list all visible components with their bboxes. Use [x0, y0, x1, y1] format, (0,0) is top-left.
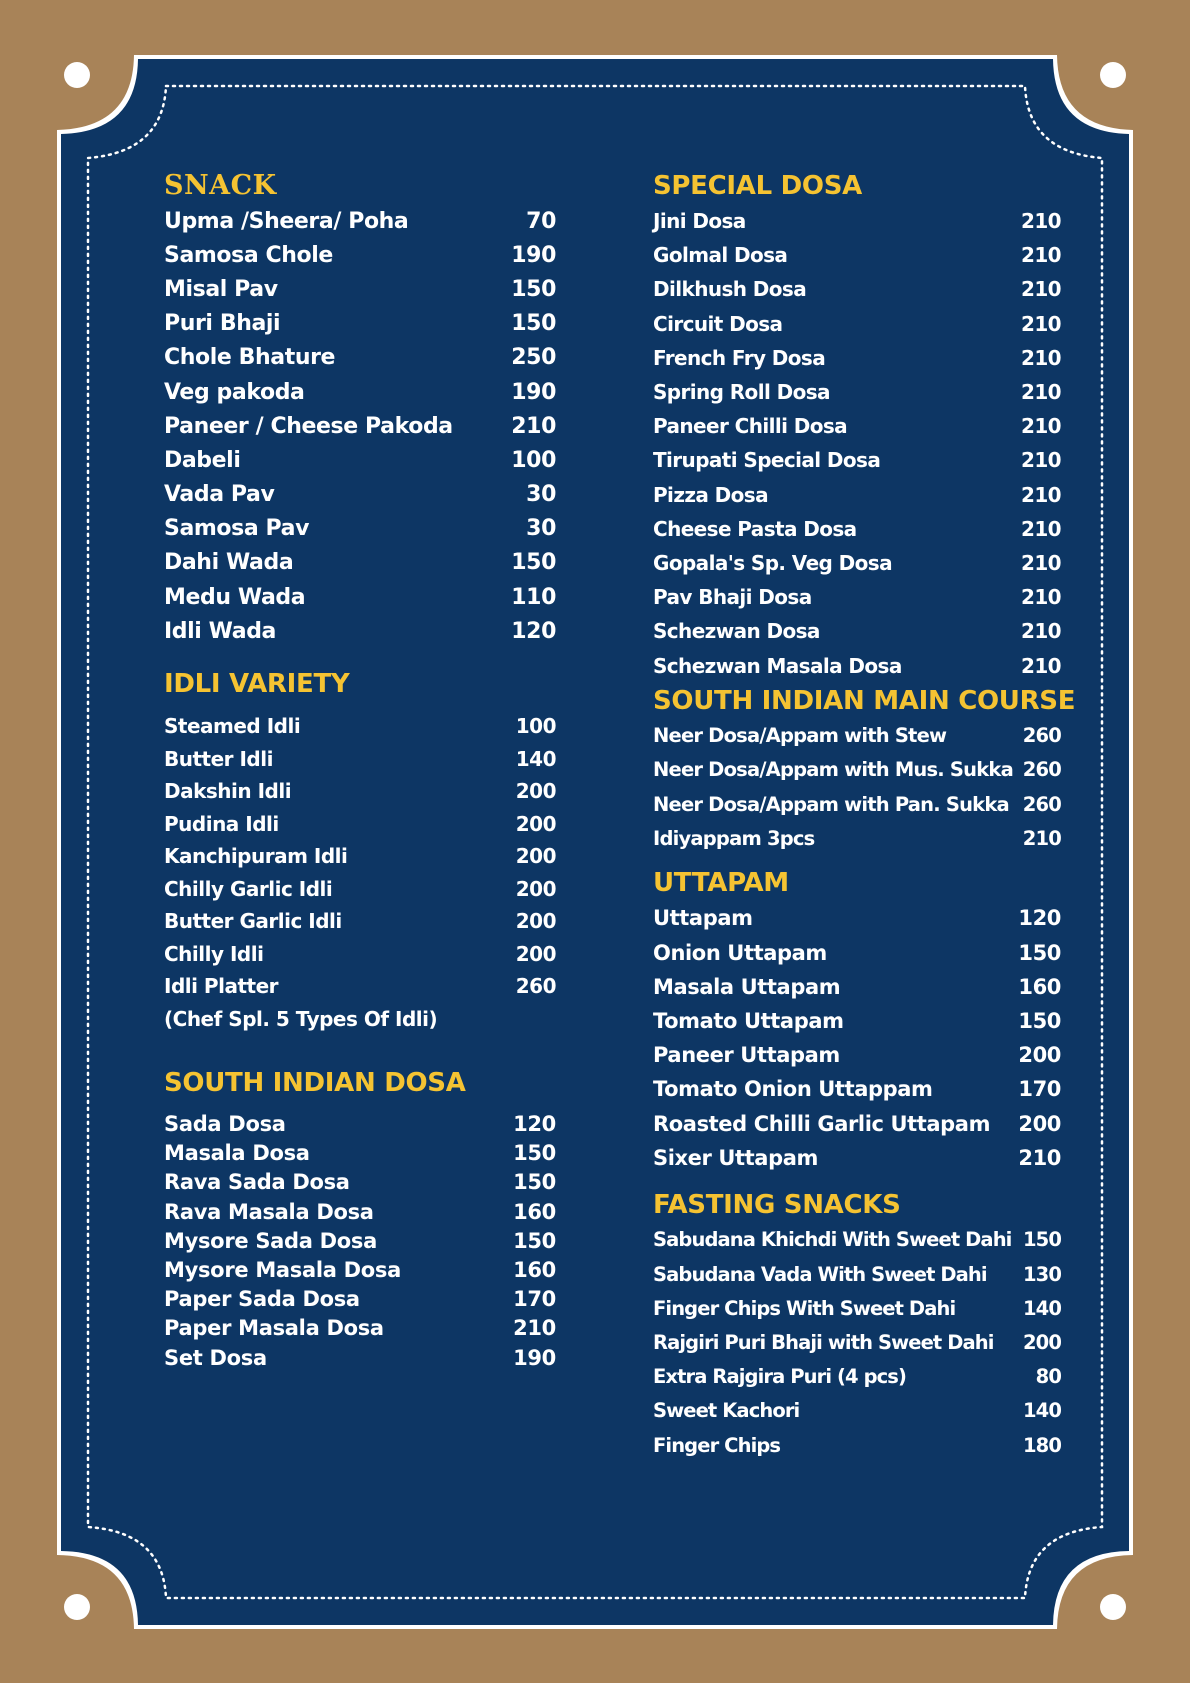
item-price: 200: [515, 844, 556, 869]
menu-item: [653, 272, 1061, 306]
menu-item: [653, 375, 1061, 409]
menu-item: [653, 1428, 1061, 1462]
item-price: 210: [1021, 277, 1061, 302]
item-name: Dilkhush Dosa: [653, 277, 807, 302]
menu-item: [164, 1314, 556, 1343]
item-list: [653, 1223, 1061, 1462]
item-price: 150: [513, 1141, 556, 1166]
item-name: Spring Roll Dosa: [653, 380, 830, 405]
item-price: 30: [526, 482, 556, 508]
item-name: Finger Chips With Sweet Dahi: [653, 1296, 956, 1320]
item-price: 80: [1035, 1365, 1061, 1389]
menu-item: [164, 614, 556, 648]
item-list: [164, 710, 556, 1003]
item-name: Idli Platter: [164, 974, 278, 999]
item-name: Paneer / Cheese Pakoda: [164, 413, 453, 439]
menu-item: [653, 1107, 1061, 1141]
menu-item: [164, 1285, 556, 1314]
item-price: 140: [1022, 1399, 1061, 1423]
item-price: 70: [526, 208, 556, 234]
menu-item: [653, 821, 1061, 855]
corner-hole-bottom-left: [64, 1594, 90, 1620]
item-price: 200: [1022, 1331, 1061, 1355]
item-price: 260: [1022, 758, 1061, 782]
item-price: 150: [511, 311, 556, 337]
menu-item: [653, 614, 1061, 648]
item-name: Masala Dosa: [164, 1141, 310, 1166]
menu-item: [653, 409, 1061, 443]
item-price: 200: [1018, 1043, 1061, 1068]
menu-item: [164, 1139, 556, 1168]
menu-item: [164, 775, 556, 808]
menu-item: [653, 1360, 1061, 1394]
item-name: Misal Pav: [164, 276, 278, 302]
menu-item: [164, 341, 556, 375]
item-name: Paper Sada Dosa: [164, 1287, 360, 1312]
menu-item: [653, 478, 1061, 512]
menu-item: [653, 1072, 1061, 1106]
menu-item: [653, 1394, 1061, 1428]
menu-item: [653, 648, 1061, 682]
item-name: Paneer Chilli Dosa: [653, 414, 848, 439]
menu-item: [164, 375, 556, 409]
menu-item: [164, 1226, 556, 1255]
section-title: UTTAPAM: [653, 868, 789, 899]
menu-item: [164, 710, 556, 743]
item-price: 140: [515, 746, 556, 771]
item-price: 170: [1018, 1077, 1061, 1102]
item-price: 260: [1022, 792, 1061, 816]
menu-item: [653, 546, 1061, 580]
menu-item: [164, 512, 556, 546]
menu-item: [653, 1038, 1061, 1072]
menu-item: [164, 808, 556, 841]
menu-item: [653, 1223, 1061, 1257]
section-title: IDLI VARIETY: [164, 669, 350, 700]
item-name: Cheese Pasta Dosa: [653, 516, 857, 541]
item-list: [164, 204, 556, 648]
item-price: 190: [511, 379, 556, 405]
section-idli-variety: [164, 666, 556, 1035]
menu-item: [164, 272, 556, 306]
menu-item: [653, 1141, 1061, 1175]
item-price: 140: [1022, 1296, 1061, 1320]
menu-item: [653, 443, 1061, 477]
item-name: Onion Uttapam: [653, 940, 827, 965]
menu-item: [653, 719, 1061, 753]
menu-item: [164, 443, 556, 477]
item-name: Neer Dosa/Appam with Mus. Sukka: [653, 758, 1013, 782]
item-name: Schezwan Masala Dosa: [653, 653, 902, 678]
item-name: Tomato Onion Uttappam: [653, 1077, 933, 1102]
menu-item: [164, 743, 556, 776]
item-name: Golmal Dosa: [653, 243, 788, 268]
item-price: 180: [1022, 1433, 1061, 1457]
menu-item: [164, 840, 556, 873]
menu-item: [164, 546, 556, 580]
item-price: 150: [1018, 940, 1061, 965]
item-name: Vada Pav: [164, 482, 275, 508]
menu-item: [164, 238, 556, 272]
item-price: 190: [513, 1345, 556, 1370]
item-list: [653, 901, 1061, 1175]
menu-item: [164, 1343, 556, 1372]
menu-item: [653, 238, 1061, 272]
item-name: Paneer Uttapam: [653, 1043, 840, 1068]
item-name: Neer Dosa/Appam with Stew: [653, 724, 947, 748]
item-name: Puri Bhaji: [164, 311, 281, 337]
item-price: 210: [1021, 653, 1061, 678]
item-price: 120: [511, 618, 556, 644]
item-name: Sabudana Khichdi With Sweet Dahi: [653, 1228, 1012, 1252]
menu-item: [164, 1255, 556, 1284]
left-column: [164, 168, 556, 1372]
item-name: Mysore Masala Dosa: [164, 1257, 401, 1282]
menu-item: [164, 409, 556, 443]
item-name: Tirupati Special Dosa: [653, 448, 881, 473]
menu-item: [653, 307, 1061, 341]
item-price: 150: [1022, 1228, 1061, 1252]
menu-item: [164, 1109, 556, 1138]
item-name: Rajgiri Puri Bhaji with Sweet Dahi: [653, 1331, 994, 1355]
menu-item: [653, 1257, 1061, 1291]
item-name: Medu Wada: [164, 584, 306, 610]
menu-item: [164, 905, 556, 938]
item-name: Rava Masala Dosa: [164, 1199, 374, 1224]
item-name: Sweet Kachori: [653, 1399, 800, 1423]
item-name: Uttapam: [653, 906, 753, 931]
menu-item: [164, 873, 556, 906]
item-name: Roasted Chilli Garlic Uttapam: [653, 1111, 991, 1136]
item-name: Dakshin Idli: [164, 779, 292, 804]
item-price: 210: [1021, 482, 1061, 507]
item-price: 210: [1021, 516, 1061, 541]
section-title: SOUTH INDIAN MAIN COURSE: [653, 685, 1076, 716]
item-name: Pizza Dosa: [653, 482, 768, 507]
item-price: 210: [1021, 550, 1061, 575]
menu-item: [164, 1197, 556, 1226]
item-name: Sada Dosa: [164, 1112, 286, 1137]
item-price: 160: [1018, 974, 1061, 999]
item-price: 210: [1021, 311, 1061, 336]
item-price: 210: [1021, 585, 1061, 610]
menu-item: [653, 1325, 1061, 1359]
item-name: Schezwan Dosa: [653, 619, 820, 644]
item-note: (Chef Spl. 5 Types Of Idli): [164, 1006, 438, 1031]
item-name: Chilly Idli: [164, 941, 264, 966]
item-name: Set Dosa: [164, 1345, 267, 1370]
corner-hole-top-left: [64, 62, 90, 88]
menu-item: [164, 938, 556, 971]
item-name: Upma /Sheera/ Poha: [164, 208, 409, 234]
item-name: Extra Rajgira Puri (4 pcs): [653, 1365, 907, 1389]
section-title: SNACK: [164, 170, 277, 201]
right-column: [653, 168, 1076, 1462]
item-name: Rava Sada Dosa: [164, 1170, 350, 1195]
item-name: Pudina Idli: [164, 811, 279, 836]
item-price: 200: [515, 909, 556, 934]
item-list: [653, 719, 1061, 856]
item-price: 200: [515, 941, 556, 966]
item-price: 150: [513, 1228, 556, 1253]
item-name: Tomato Uttapam: [653, 1009, 844, 1034]
item-price: 150: [1018, 1009, 1061, 1034]
item-list: [164, 1109, 556, 1372]
item-name: Neer Dosa/Appam with Pan. Sukka: [653, 792, 1009, 816]
item-name: Paper Masala Dosa: [164, 1316, 384, 1341]
item-name: Jini Dosa: [653, 209, 746, 234]
item-price: 210: [1021, 448, 1061, 473]
section-special-dosa: [653, 168, 1061, 683]
item-name: Kanchipuram Idli: [164, 844, 348, 869]
section-south-indian-main-course: [653, 683, 1076, 856]
item-price: 120: [1018, 906, 1061, 931]
menu-item: [164, 580, 556, 614]
item-price: 210: [1021, 209, 1061, 234]
item-price: 210: [1021, 380, 1061, 405]
item-price: 260: [1022, 724, 1061, 748]
menu-item: [653, 753, 1061, 787]
menu-item: [164, 970, 556, 1003]
item-price: 150: [511, 276, 556, 302]
menu-item: [653, 204, 1061, 238]
item-price: 110: [511, 584, 556, 610]
item-name: Samosa Pav: [164, 516, 310, 542]
item-name: Pav Bhaji Dosa: [653, 585, 812, 610]
item-name: Butter Garlic Idli: [164, 909, 342, 934]
item-price: 170: [513, 1287, 556, 1312]
item-price: 200: [515, 779, 556, 804]
item-name: Idiyappam 3pcs: [653, 826, 815, 850]
item-name: Finger Chips: [653, 1433, 781, 1457]
item-price: 210: [1018, 1145, 1061, 1170]
item-price: 210: [1022, 826, 1061, 850]
menu-item: [164, 204, 556, 238]
item-name: Idli Wada: [164, 618, 276, 644]
item-price: 210: [1021, 243, 1061, 268]
menu-item: [653, 970, 1061, 1004]
item-name: Circuit Dosa: [653, 311, 783, 336]
item-name: Chilly Garlic Idli: [164, 876, 333, 901]
item-name: Steamed Idli: [164, 714, 301, 739]
item-price: 250: [511, 345, 556, 371]
item-price: 210: [511, 413, 556, 439]
item-price: 150: [513, 1170, 556, 1195]
section-title: FASTING SNACKS: [653, 1189, 901, 1220]
item-name: Masala Uttapam: [653, 974, 841, 999]
menu-item: [653, 936, 1061, 970]
item-price: 200: [515, 876, 556, 901]
item-list: [653, 204, 1061, 683]
item-price: 210: [1021, 345, 1061, 370]
item-price: 200: [515, 811, 556, 836]
section-south-indian-dosa: [164, 1065, 556, 1372]
menu-item: [653, 580, 1061, 614]
item-name: Butter Idli: [164, 746, 273, 771]
menu-item: [164, 478, 556, 512]
section-title: SPECIAL DOSA: [653, 171, 862, 201]
item-price: 120: [513, 1112, 556, 1137]
item-name: Veg pakoda: [164, 379, 305, 405]
section-snack: [164, 168, 556, 648]
menu-item: [653, 512, 1061, 546]
item-price: 30: [526, 516, 556, 542]
menu-item: [653, 901, 1061, 935]
item-name: Mysore Sada Dosa: [164, 1228, 377, 1253]
corner-hole-top-right: [1100, 62, 1126, 88]
menu-item: [653, 1291, 1061, 1325]
menu-item: [653, 787, 1061, 821]
item-price: 150: [511, 550, 556, 576]
item-name: Sixer Uttapam: [653, 1145, 818, 1170]
item-name: Samosa Chole: [164, 242, 333, 268]
item-price: 210: [1021, 414, 1061, 439]
menu-item: [164, 1168, 556, 1197]
item-price: 200: [1018, 1111, 1061, 1136]
item-price: 260: [515, 974, 556, 999]
item-name: Gopala's Sp. Veg Dosa: [653, 550, 892, 575]
item-name: Dabeli: [164, 447, 241, 473]
item-name: Chole Bhature: [164, 345, 336, 371]
menu-item: [653, 341, 1061, 375]
item-price: 210: [513, 1316, 556, 1341]
item-price: 100: [515, 714, 556, 739]
item-price: 160: [513, 1257, 556, 1282]
menu-item: [653, 1004, 1061, 1038]
item-price: 100: [511, 447, 556, 473]
menu-item: [164, 307, 556, 341]
section-title: SOUTH INDIAN DOSA: [164, 1068, 466, 1099]
item-name: Dahi Wada: [164, 550, 294, 576]
section-uttapam: [653, 865, 1061, 1175]
item-price: 130: [1022, 1262, 1061, 1286]
corner-hole-bottom-right: [1100, 1594, 1126, 1620]
item-price: 190: [511, 242, 556, 268]
item-name: Sabudana Vada With Sweet Dahi: [653, 1262, 987, 1286]
item-price: 160: [513, 1199, 556, 1224]
item-name: French Fry Dosa: [653, 345, 826, 370]
section-fasting-snacks: [653, 1187, 1061, 1462]
item-price: 210: [1021, 619, 1061, 644]
